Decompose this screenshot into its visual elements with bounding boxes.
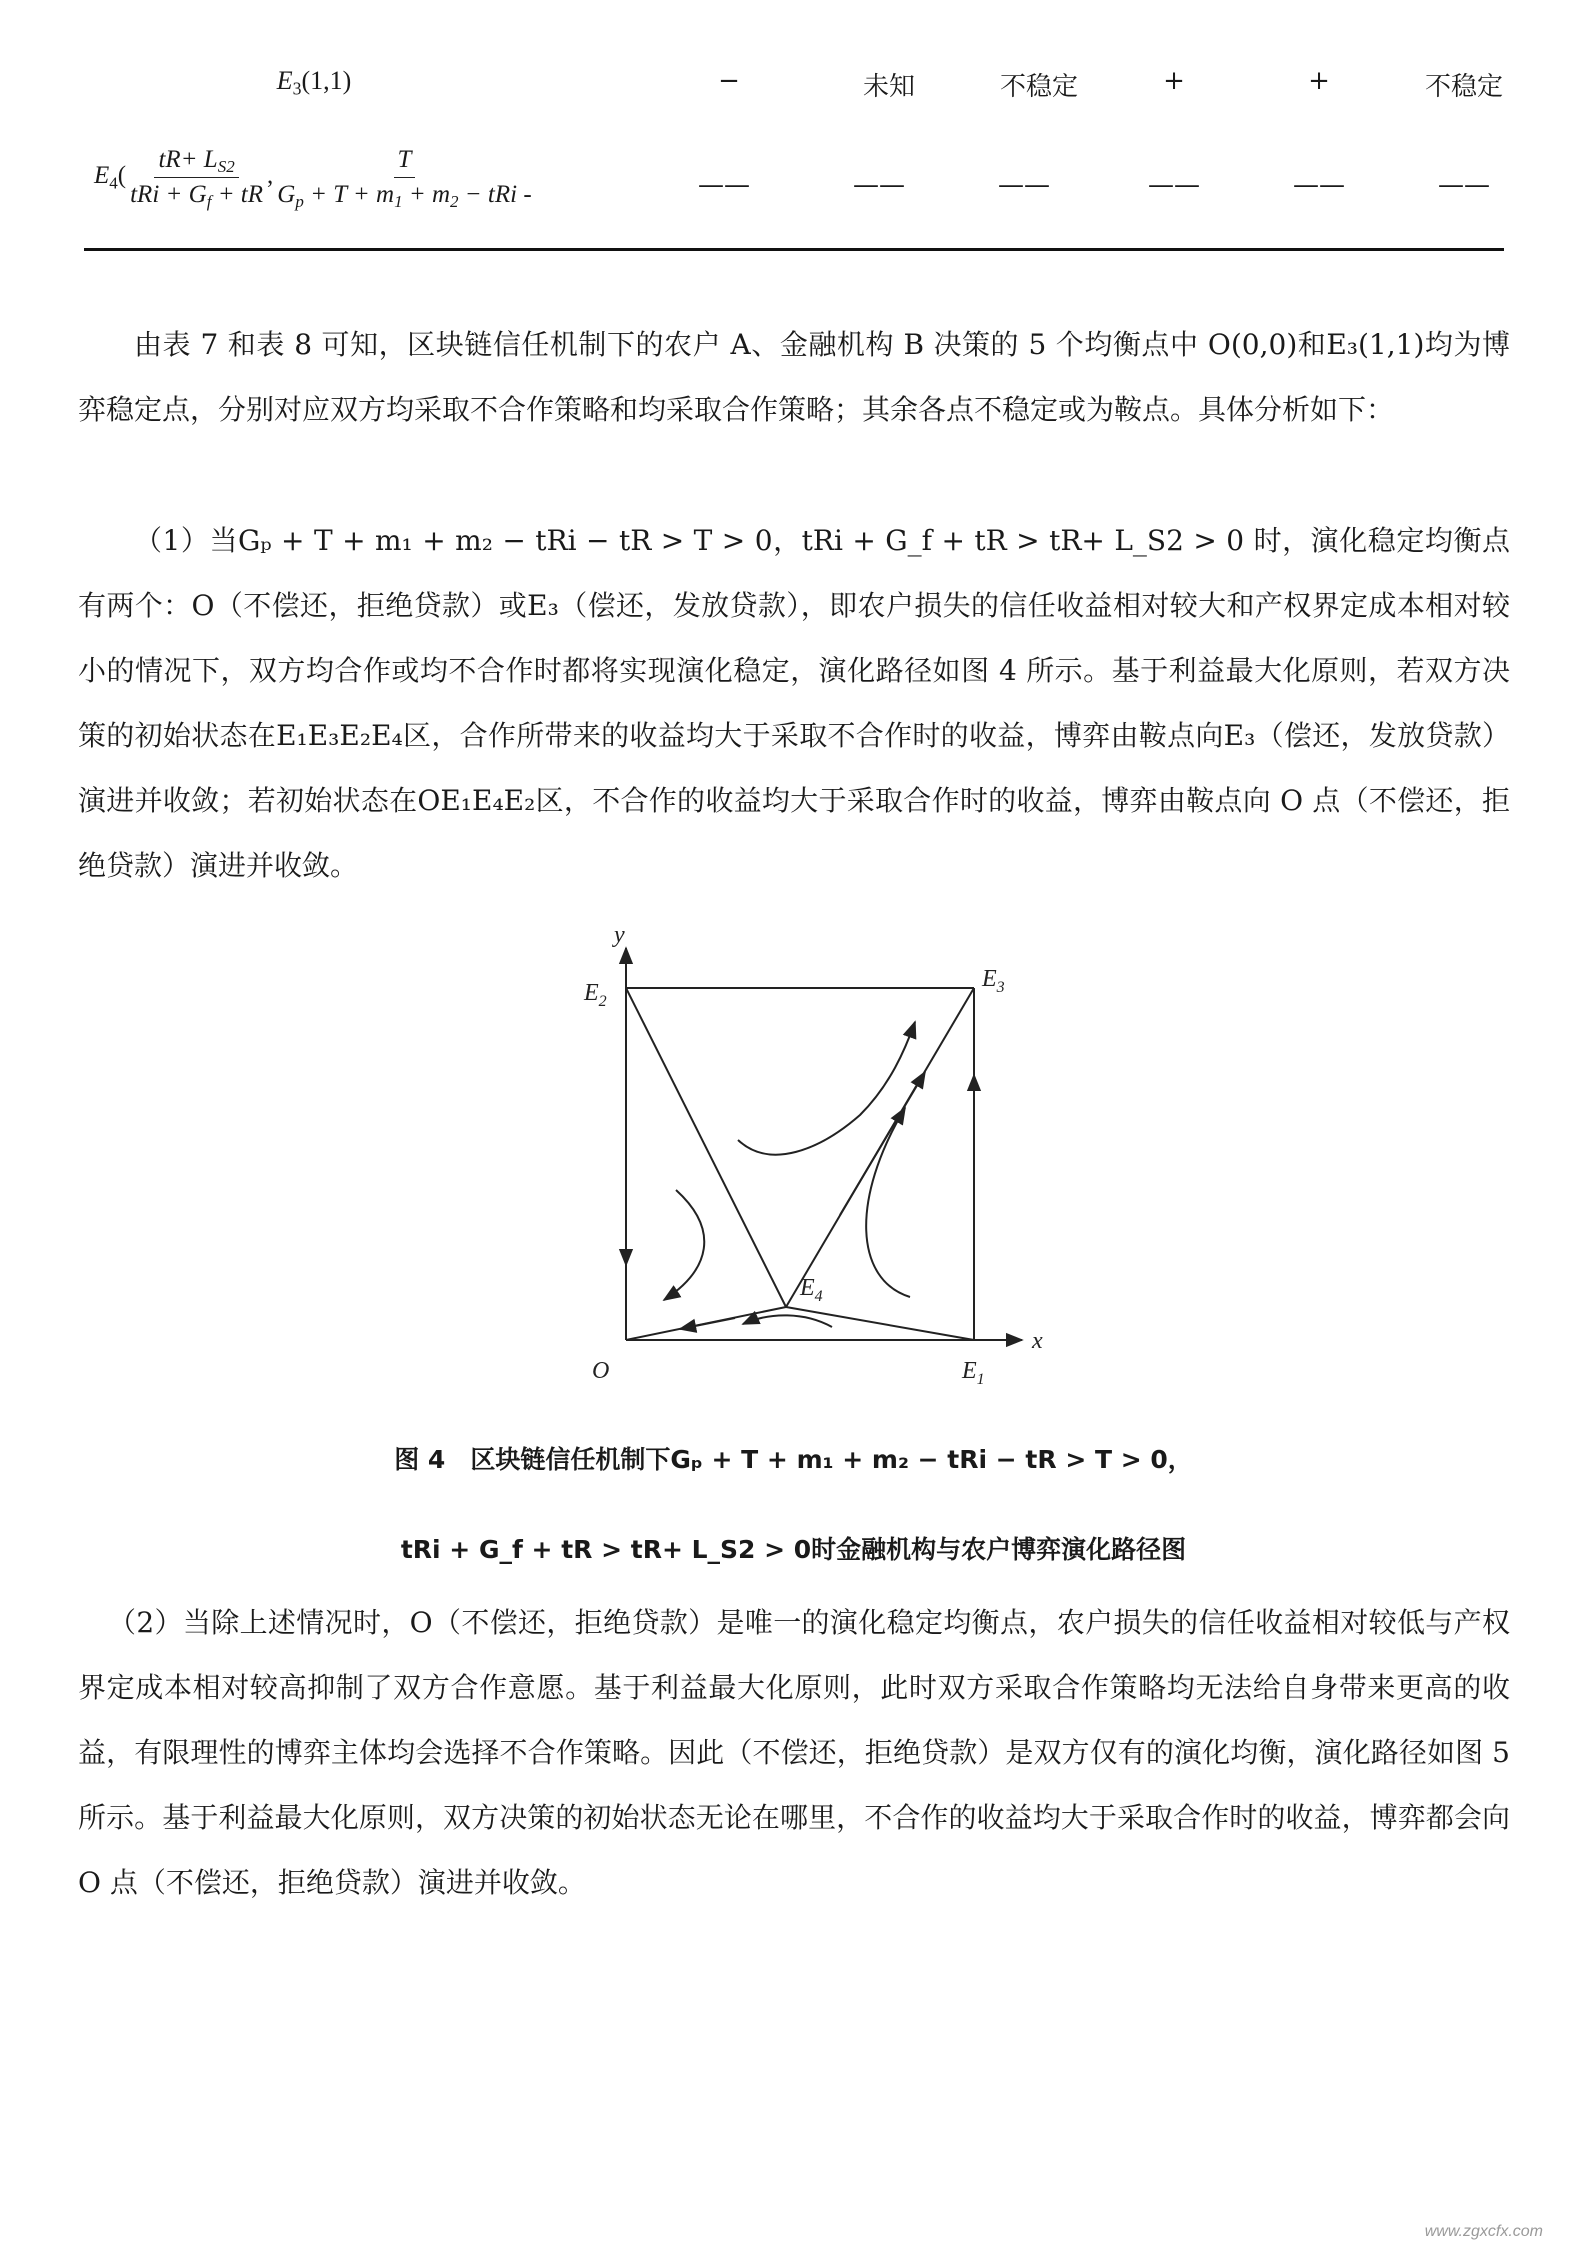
- table-cell-3: ——: [998, 170, 1050, 200]
- table-cell-1: ——: [698, 170, 750, 200]
- paragraph-1: 由表 7 和表 8 可知，区块链信任机制下的农户 A、金融机构 B 决策的 5 个均衡点中 O(0,0)和E₃(1,1)均为博弈稳定点，分别对应双方均采取不合作策略和均采取合作策略；其余各点不稳定或为鞍点。具体分析如下：: [78, 328, 1510, 426]
- table-cell-6: ——: [1438, 170, 1490, 200]
- table-cell-1: −: [718, 66, 740, 96]
- table-bottom-rule: [84, 248, 1504, 251]
- arrow-e4-o: [680, 1318, 735, 1329]
- figure-caption-line-1: 图 4 区块链信任机制下Gₚ + T + m₁ + m₂ − tRi − tR > T > 0，: [394, 1445, 1193, 1474]
- fraction-1: $\frac{tR+ L_{S2}}{tRi + G_f + tR}$: [130, 146, 264, 212]
- table-cell-5: +: [1308, 66, 1330, 96]
- paragraph-2: （1）当Gₚ + T + m₁ + m₂ − tRi − tR > T > 0，tRi + G_f + tR > tR+ L_S2 > 0 时，演化稳定均衡点有两个：O（不偿还，拒绝贷款）或E₃（偿还，发放贷款），即农户损失的信任收益相对较大和产权界定成本相对较小的情况下，双方均合作或均不合作时都将实现演化稳定，演化路径如图 4 所示。基于利益最大化原则，若双方决策的初始状态在E₁E₃E₂E₄区，合作所带来的收益均大于采取不合作时的收益，博弈由鞍点向E₃（偿还，发放贷款）演进并收敛；若初始状态在OE₁E₄E₂区，不合作的收益均大于采取合作时的收益，博弈由鞍点向 O 点（不偿还，拒绝贷款）演进并收敛。: [78, 524, 1510, 882]
- y-axis-label: y: [614, 922, 625, 948]
- e3-label: $E_3$: [982, 966, 1005, 996]
- table-cell-4: ——: [1148, 170, 1200, 200]
- table-row-e4: [84, 146, 1504, 226]
- trajectory-left: [664, 1190, 704, 1300]
- table-cell-6: 不稳定: [1424, 72, 1503, 102]
- table-cell-5: ——: [1293, 170, 1345, 200]
- line-e4-e1: [786, 1307, 974, 1340]
- watermark: www.zgxcfx.com: [1424, 2223, 1543, 2240]
- evolution-path-figure: [560, 900, 1060, 1390]
- table-cell-2: 未知: [862, 72, 915, 102]
- table-cell-4: +: [1163, 66, 1185, 96]
- table-row-e3: [84, 66, 1504, 106]
- paragraph-3: （2）当除上述情况时，O（不偿还，拒绝贷款）是唯一的演化稳定均衡点，农户损失的信任收益相对较低与产权界定成本相对较高抑制了双方合作意愿。基于利益最大化原则，此时双方采取合作策略均无法给自身带来更高的收益，有限理性的博弈主体均会选择不合作策略。因此（不偿还，拒绝贷款）是双方仅有的演化均衡，演化路径如图 5 所示。基于利益最大化原则，双方决策的初始状态无论在哪里，不合作的收益均大于采取合作时的收益，博弈都会向 O 点（不偿还，拒绝贷款）演进并收敛。: [78, 1606, 1510, 1899]
- trajectory-right: [866, 1108, 910, 1297]
- e1-label: $E_1$: [962, 1358, 985, 1388]
- table-cell-point: $E_3(1,1)$: [276, 66, 352, 99]
- trajectory-bottom: [743, 1315, 832, 1327]
- figure-caption-line-2: tRi + G_f + tR > tR+ L_S2 > 0时金融机构与农户博弈演化路径图: [400, 1535, 1187, 1564]
- e2-label: $E_2$: [584, 980, 607, 1010]
- table-cell-3: 不稳定: [999, 72, 1078, 102]
- x-axis-label: x: [1032, 1328, 1043, 1354]
- table-cell-2: ——: [853, 170, 905, 200]
- arrow-e4-e3: [840, 1072, 925, 1215]
- fraction-2: $\frac{T}{G_p + T + m_1 + m_2 - tRi -}$: [277, 146, 532, 212]
- origin-label: O: [592, 1358, 610, 1384]
- e4-label: $E_4$: [800, 1275, 823, 1305]
- line-e2-e4: [626, 988, 786, 1307]
- table-cell-point-e4: $E_4$( $\frac{tR+ L_{S2}}{tRi + G_f + tR}$ , $\frac{T}{G_p + T + m_1 + m_2 - tRi -}$: [94, 146, 714, 209]
